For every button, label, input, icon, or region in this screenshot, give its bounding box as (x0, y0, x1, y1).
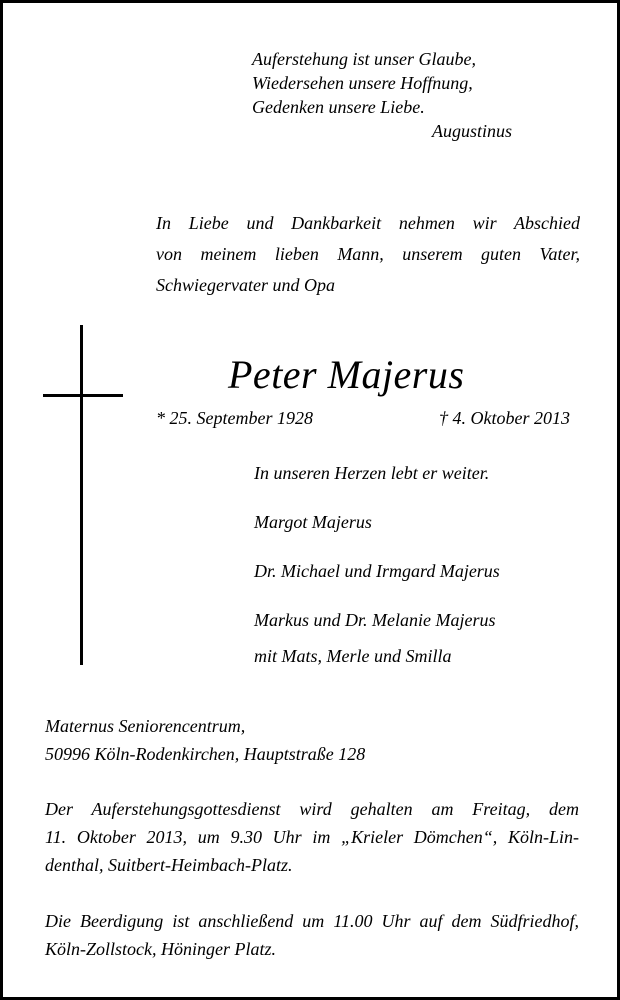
cross-icon-vertical-bar (80, 325, 83, 665)
cross-icon-horizontal-bar (43, 394, 123, 397)
address-line: Maternus Seniorencentrum, (45, 716, 246, 736)
deceased-name: Peter Majerus (228, 352, 465, 397)
mourner-name: Markus und Dr. Melanie Majerus (254, 610, 496, 630)
address-line: 50996 Köln-Rodenkirchen, Hauptstraße 128 (45, 744, 366, 764)
quote-line: Auferstehung ist unser Glaube, (252, 49, 476, 69)
mourner-name: mit Mats, Merle und Smilla (254, 646, 452, 666)
funeral-service-info (45, 795, 579, 879)
mourner-name: Margot Majerus (254, 512, 372, 532)
epigraph-quote (252, 47, 512, 143)
burial-info (45, 907, 579, 963)
intro-line: von meinem lieben Mann, unserem guten Vater, (156, 244, 580, 264)
service-line: Der Auferstehungsgottesdienst wird gehalten am Freitag, dem (45, 799, 579, 819)
residence-address (45, 712, 365, 768)
mourners-list (254, 461, 500, 669)
birth-date: * 25. September 1928 (156, 408, 313, 428)
quote-line: Wiedersehen unsere Hoffnung, (252, 73, 473, 93)
farewell-intro (156, 208, 580, 301)
burial-line: Die Beerdigung ist anschließend um 11.00 Uhr auf dem Südfriedhof, (45, 911, 579, 931)
intro-line: In Liebe und Dankbarkeit nehmen wir Abschied (156, 213, 580, 233)
service-line: 11. Oktober 2013, um 9.30 Uhr im „Krieler Dömchen“, Köln-Lin- (45, 827, 579, 847)
burial-line: Köln-Zollstock, Höninger Platz. (45, 939, 276, 959)
quote-line: Gedenken unsere Liebe. (252, 97, 425, 117)
quote-author: Augustinus (432, 121, 513, 141)
intro-line: Schwiegervater und Opa (156, 275, 335, 295)
remembrance-motto: In unseren Herzen lebt er weiter. (254, 463, 490, 483)
death-date: † 4. Oktober 2013 (439, 408, 570, 428)
service-line: denthal, Suitbert-Heimbach-Platz. (45, 855, 293, 875)
mourner-name: Dr. Michael und Irmgard Majerus (254, 561, 500, 581)
